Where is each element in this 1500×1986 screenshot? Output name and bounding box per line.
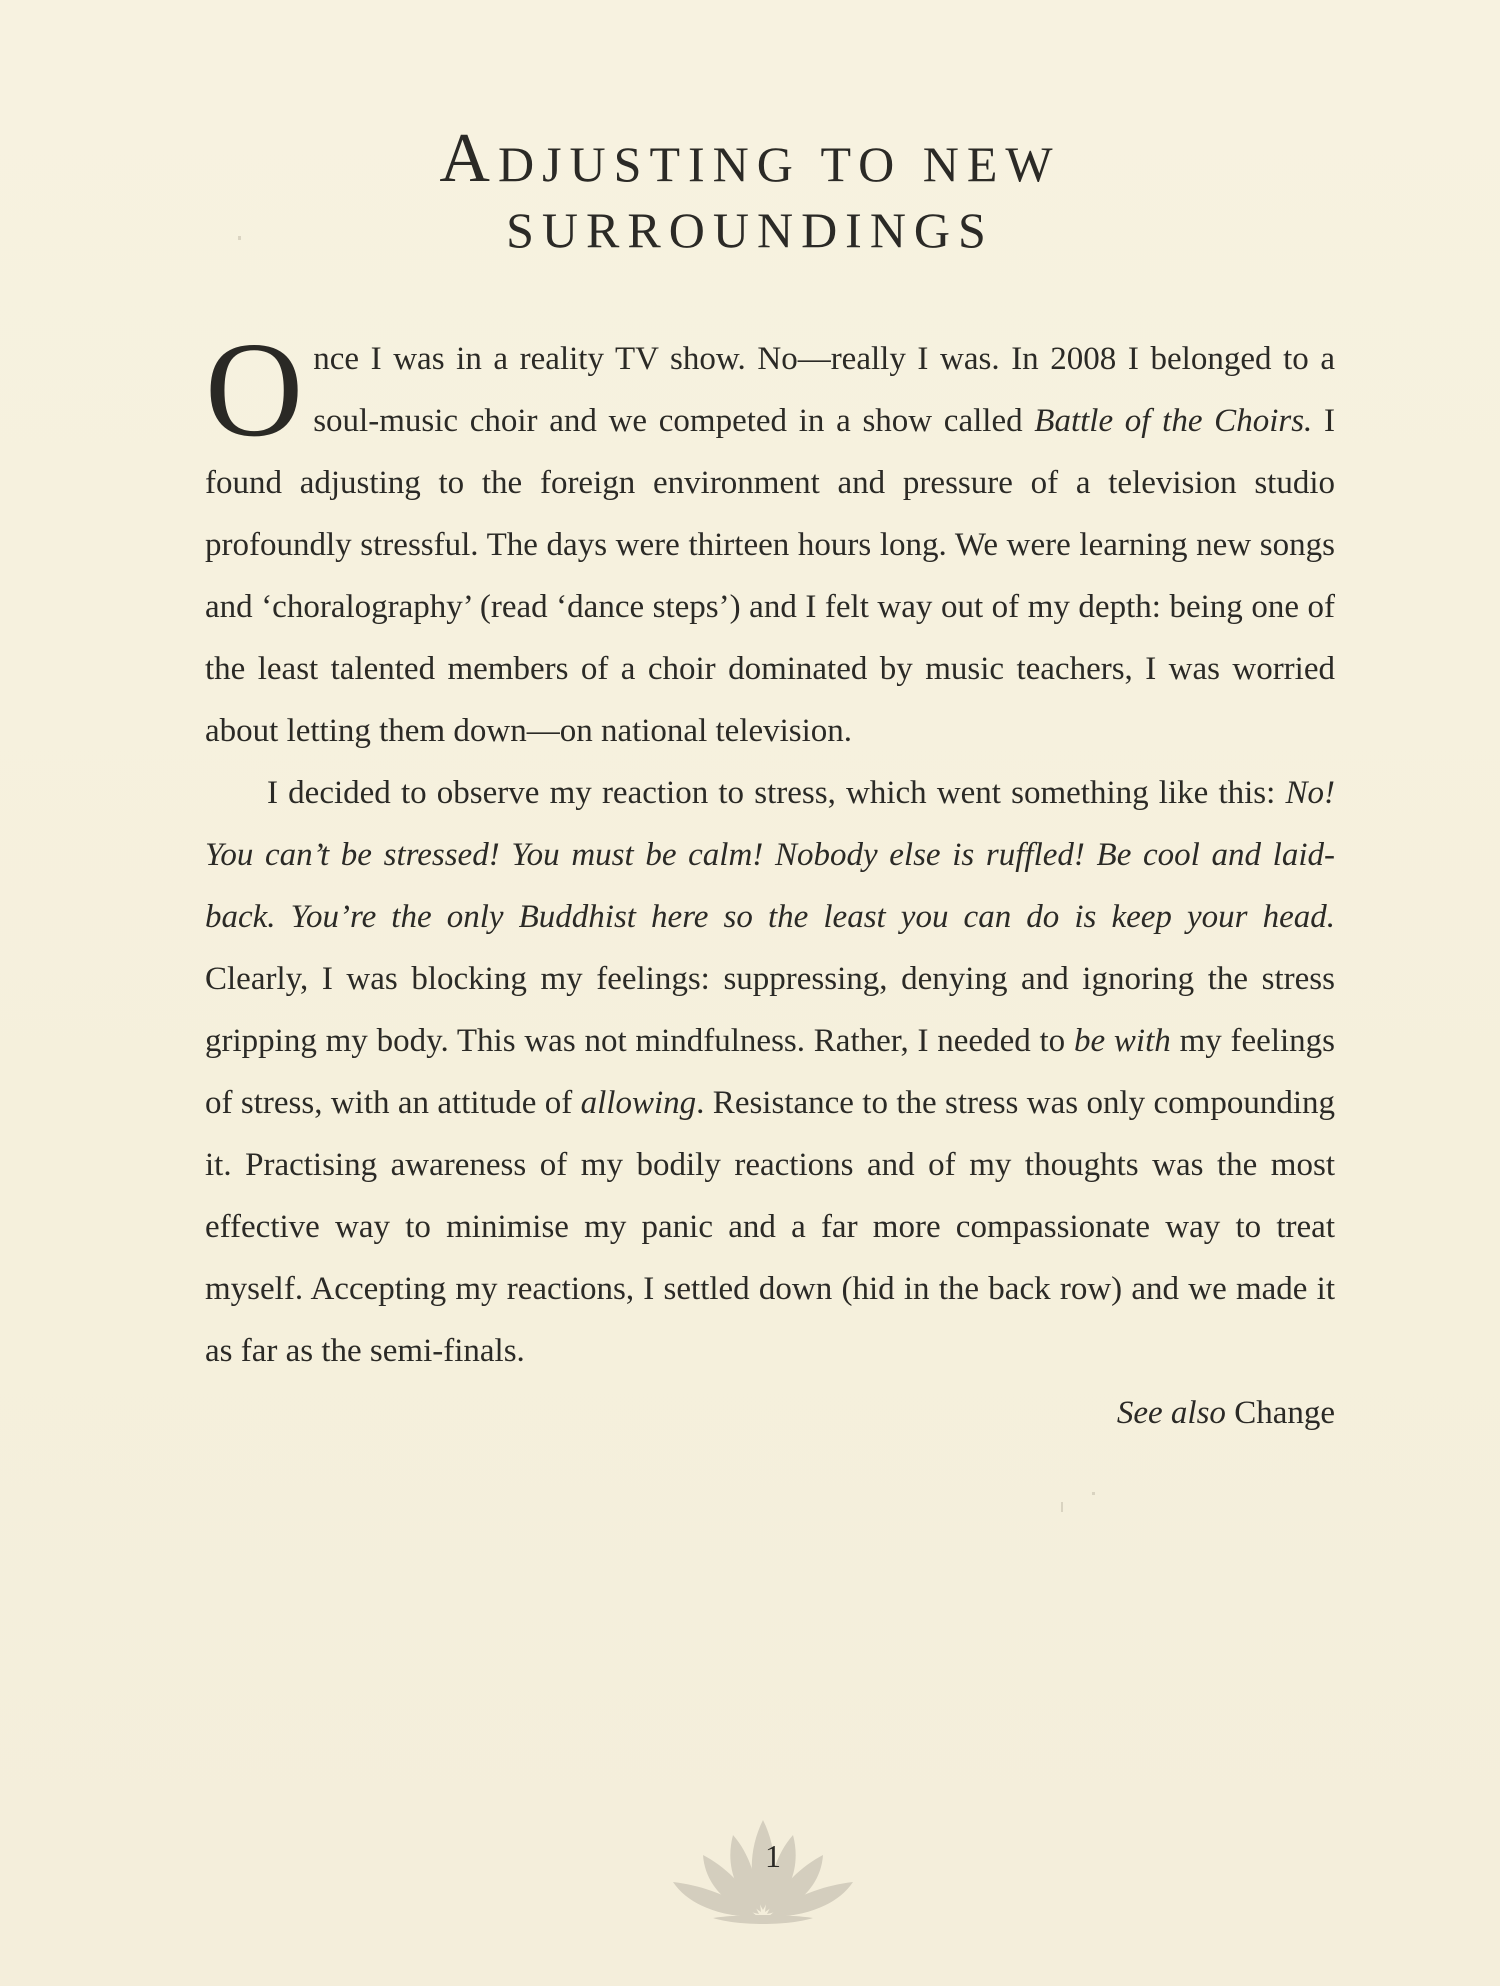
paragraph-1-text-1: nce I was in a reality TV show. No—really I was. In 2008 I belonged to a soul-music choir and we competed in a show called bbox=[313, 341, 1335, 439]
show-title-italic: Battle of the Choirs. bbox=[1034, 403, 1313, 439]
be-with-italic: be with bbox=[1073, 1023, 1171, 1059]
page-number: 1 bbox=[765, 1838, 781, 1874]
title-line-1-rest: DJUSTING TO NEW bbox=[497, 136, 1061, 192]
page-title bbox=[0, 120, 1500, 258]
see-also-label: See also bbox=[1116, 1395, 1226, 1431]
paragraph-2-text-1: I decided to observe my reaction to stress, which went something like this: bbox=[267, 775, 1286, 811]
body-text bbox=[205, 315, 1336, 1444]
see-also-link[interactable]: Change bbox=[1234, 1395, 1335, 1431]
title-initial-cap: A bbox=[439, 120, 498, 197]
paragraph-2-text-4: . Resistance to the stress was only compounding it. Practising awareness of my bodily reactions and of my thoughts was the most effective way to minimise my panic and a far more compassionate way to treat myself. Accepting my reactions, I settled down (hid in the back row) and we made it as far as the semi-finals. bbox=[205, 1085, 1335, 1369]
paragraph-1-text-2: I found adjusting to the foreign environment and pressure of a television studio profoundly stressful. The days were thirteen hours long. We were learning new songs and ‘choralography’ (read ‘dance steps’) and I felt way out of my depth: being one of the least talented members of a choir dominated by music teachers, I was worried about letting them down—on national television. bbox=[205, 403, 1335, 749]
see-also bbox=[205, 1382, 1335, 1444]
title-line-2: SURROUNDINGS bbox=[506, 202, 994, 258]
scan-mark bbox=[1061, 1502, 1063, 1512]
paragraph-2 bbox=[205, 762, 1335, 1382]
paragraph-1 bbox=[205, 315, 1335, 762]
paragraph-2-text-2: Clearly, I was blocking my feelings: suppressing, denying and ignoring the stress gripping my body. This was not mindfulness. Rather, I needed to bbox=[205, 961, 1335, 1059]
paragraph-2-text-3: my feelings of stress, with an attitude of bbox=[205, 1023, 1336, 1121]
scan-mark bbox=[1092, 1492, 1095, 1495]
scan-mark bbox=[238, 236, 241, 240]
allowing-italic: allowing bbox=[580, 1085, 697, 1121]
drop-cap: O bbox=[205, 315, 304, 465]
title-line-1 bbox=[0, 120, 1500, 197]
inner-voice-italic: No! You can’t be stressed! You must be calm! Nobody else is ruffled! Be cool and laid-back. You’re the only Buddhist here so the least you can do is keep your head. bbox=[205, 775, 1335, 935]
